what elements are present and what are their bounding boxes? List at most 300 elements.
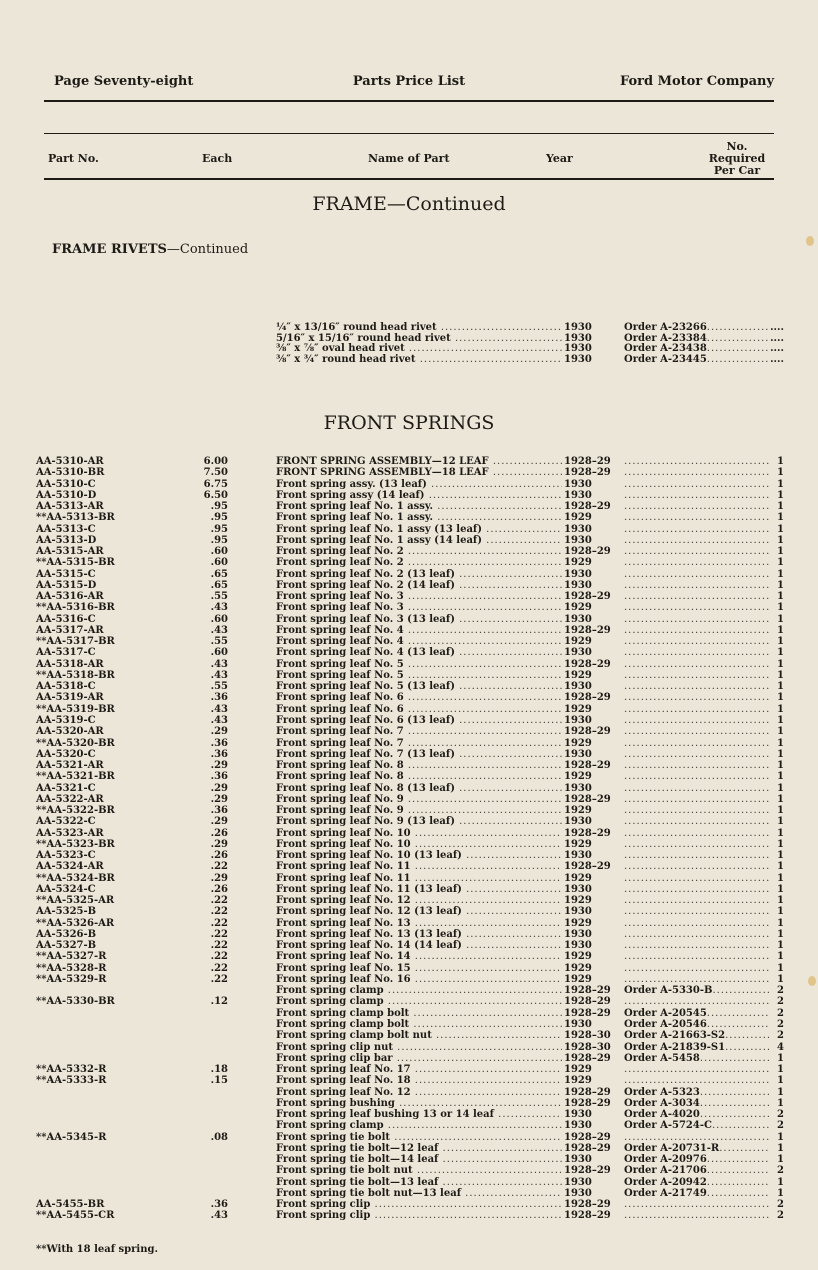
quantity-required-cell: 1 bbox=[770, 783, 784, 794]
quantity-required-cell: 1 bbox=[770, 501, 784, 512]
year-cell: 1930 bbox=[562, 333, 624, 344]
year-cell: 1930 bbox=[562, 1109, 624, 1120]
year-cell: 1929 bbox=[562, 951, 624, 962]
quantity-required-cell: 4 bbox=[770, 1042, 784, 1053]
front-spring-row bbox=[0, 1177, 818, 1188]
part-name-cell: Front spring clip nut ..... bbox=[276, 1042, 566, 1053]
order-reference-cell: Order A-23438 ..... bbox=[624, 343, 772, 354]
front-spring-row bbox=[0, 1030, 818, 1041]
price-each-cell: .43 bbox=[210, 669, 228, 681]
front-spring-row bbox=[0, 692, 818, 703]
year-cell: 1928–29 bbox=[562, 1053, 624, 1064]
front-spring-row bbox=[0, 1064, 818, 1075]
price-each-cell: .08 bbox=[210, 1131, 228, 1143]
front-spring-row bbox=[0, 1188, 818, 1199]
front-spring-row bbox=[0, 524, 818, 535]
part-number-cell: **AA-5326-AR bbox=[36, 917, 115, 929]
year-cell: 1929 bbox=[562, 873, 624, 884]
quantity-required-cell: 1 bbox=[770, 738, 784, 749]
part-name-cell: Front spring leaf No. 9 (13 leaf) ..... bbox=[276, 816, 566, 827]
part-number-cell: **AA-5324-BR bbox=[36, 872, 115, 884]
price-each-cell: .29 bbox=[210, 726, 228, 738]
price-each-cell: .29 bbox=[210, 782, 228, 794]
part-number-cell: AA-5320-AR bbox=[36, 726, 104, 738]
front-spring-row bbox=[0, 1132, 818, 1143]
part-number-cell: AA-5323-AR bbox=[36, 827, 104, 839]
front-spring-row bbox=[0, 884, 818, 895]
part-name-cell: Front spring leaf No. 8 ..... bbox=[276, 760, 566, 771]
front-spring-row bbox=[0, 1075, 818, 1086]
part-number-cell: AA-5325-B bbox=[36, 906, 97, 918]
quantity-required-cell: 1 bbox=[770, 794, 784, 805]
front-spring-row bbox=[0, 1098, 818, 1109]
part-name-cell: Front spring clamp bolt ..... bbox=[276, 1008, 566, 1019]
year-cell: 1929 bbox=[562, 895, 624, 906]
part-name-cell: Front spring leaf No. 8 ..... bbox=[276, 771, 566, 782]
part-name-cell: Front spring leaf No. 12 ..... bbox=[276, 895, 566, 906]
column-header-top-rule bbox=[44, 133, 774, 134]
front-spring-row bbox=[0, 501, 818, 512]
quantity-required-cell: 2 bbox=[770, 1210, 784, 1221]
front-spring-row bbox=[0, 636, 818, 647]
order-reference-cell bbox=[624, 647, 772, 658]
part-number-cell: AA-5319-C bbox=[36, 714, 96, 726]
frame-section-title: FRAME—Continued bbox=[312, 193, 506, 215]
front-spring-row bbox=[0, 749, 818, 760]
order-reference-cell bbox=[624, 625, 772, 636]
order-reference-cell: Order A-21706 ..... bbox=[624, 1165, 772, 1176]
year-cell: 1928–29 bbox=[562, 692, 624, 703]
frame-rivets-subheading bbox=[52, 242, 248, 257]
year-cell: 1928–29 bbox=[562, 501, 624, 512]
year-cell: 1928–29 bbox=[562, 1008, 624, 1019]
quantity-required-cell: 1 bbox=[770, 1053, 784, 1064]
order-reference-cell bbox=[624, 490, 772, 501]
part-number-cell: **AA-5317-BR bbox=[36, 636, 115, 648]
part-number-cell: AA-5321-C bbox=[36, 782, 96, 794]
price-each-cell: .43 bbox=[210, 714, 228, 726]
part-name-cell: Front spring leaf No. 9 ..... bbox=[276, 794, 566, 805]
part-number-cell: AA-5323-C bbox=[36, 850, 96, 862]
front-spring-row bbox=[0, 625, 818, 636]
part-number-cell: **AA-5313-BR bbox=[36, 512, 115, 524]
part-number-cell: AA-5310-C bbox=[36, 478, 96, 490]
front-spring-row bbox=[0, 794, 818, 805]
part-name-cell: Front spring tie bolt—13 leaf ..... bbox=[276, 1177, 566, 1188]
part-number-cell: AA-5317-AR bbox=[36, 624, 104, 636]
quantity-required-cell: 2 bbox=[770, 1165, 784, 1176]
part-name-cell: Front spring leaf No. 2 (14 leaf) ..... bbox=[276, 580, 566, 591]
year-cell: 1930 bbox=[562, 1177, 624, 1188]
front-spring-row bbox=[0, 1109, 818, 1120]
price-each-cell: .22 bbox=[210, 928, 228, 940]
front-spring-row bbox=[0, 929, 818, 940]
part-name-cell: Front spring leaf No. 14 ..... bbox=[276, 951, 566, 962]
year-cell: 1930 bbox=[562, 479, 624, 490]
year-cell: 1930 bbox=[562, 535, 624, 546]
quantity-required-cell: 1 bbox=[770, 1087, 784, 1098]
price-each-cell: .60 bbox=[210, 613, 228, 625]
order-reference-cell: Order A-5458 ..... bbox=[624, 1053, 772, 1064]
price-each-cell: .43 bbox=[210, 1210, 228, 1222]
price-each-cell: .29 bbox=[210, 760, 228, 772]
order-reference-cell bbox=[624, 963, 772, 974]
price-each-cell: .18 bbox=[210, 1064, 228, 1076]
order-reference-cell bbox=[624, 546, 772, 557]
quantity-required-cell: .... bbox=[770, 322, 784, 333]
part-number-cell: **AA-5327-R bbox=[36, 951, 107, 963]
part-name-cell: Front spring assy (14 leaf) ..... bbox=[276, 490, 566, 501]
price-each-cell: .43 bbox=[210, 602, 228, 614]
part-number-cell: AA-5316-C bbox=[36, 613, 96, 625]
order-reference-cell bbox=[624, 873, 772, 884]
quantity-required-cell: 2 bbox=[770, 1199, 784, 1210]
page-number-heading: Page Seventy-eight bbox=[54, 74, 194, 89]
order-reference-cell bbox=[624, 996, 772, 1007]
quantity-required-cell: 1 bbox=[770, 715, 784, 726]
year-cell: 1928–29 bbox=[562, 861, 624, 872]
year-cell: 1929 bbox=[562, 839, 624, 850]
part-number-cell: AA-5455-BR bbox=[36, 1199, 105, 1211]
part-name-cell: Front spring leaf No. 16 ..... bbox=[276, 974, 566, 985]
part-number-cell: **AA-5316-BR bbox=[36, 602, 115, 614]
part-name-cell: Front spring leaf No. 2 (13 leaf) ..... bbox=[276, 569, 566, 580]
quantity-required-cell: .... bbox=[770, 332, 784, 344]
year-cell: 1928–29 bbox=[562, 794, 624, 805]
year-cell: 1930 bbox=[562, 1019, 624, 1030]
order-reference-cell bbox=[624, 456, 772, 467]
order-reference-cell bbox=[624, 659, 772, 670]
order-reference-cell bbox=[624, 1132, 772, 1143]
front-spring-row bbox=[0, 805, 818, 816]
part-number-cell: **AA-5455-CR bbox=[36, 1210, 115, 1222]
part-number-cell: AA-5313-D bbox=[36, 534, 97, 546]
order-reference-cell bbox=[624, 681, 772, 692]
part-number-cell: AA-5321-AR bbox=[36, 760, 104, 772]
quantity-required-cell: .... bbox=[770, 353, 784, 365]
part-name-cell: Front spring tie bolt—12 leaf ..... bbox=[276, 1143, 566, 1154]
front-spring-row bbox=[0, 647, 818, 658]
quantity-required-cell: 2 bbox=[770, 1019, 784, 1030]
front-spring-row bbox=[0, 1199, 818, 1210]
price-each-cell: .29 bbox=[210, 872, 228, 884]
part-name-cell: ¼″ x 13/16″ round head rivet ..... bbox=[276, 322, 566, 333]
year-cell: 1928–30 bbox=[562, 1030, 624, 1041]
year-cell: 1928–29 bbox=[562, 1098, 624, 1109]
year-cell: 1928–29 bbox=[562, 591, 624, 602]
part-number-cell: **AA-5322-BR bbox=[36, 805, 115, 817]
front-spring-row bbox=[0, 456, 818, 467]
order-reference-cell bbox=[624, 794, 772, 805]
order-reference-cell bbox=[624, 1199, 772, 1210]
part-name-cell: Front spring leaf No. 1 assy (13 leaf) ..... bbox=[276, 524, 566, 535]
price-each-cell: 6.00 bbox=[203, 456, 228, 467]
part-name-cell: 5/16″ x 15/16″ round head rivet ..... bbox=[276, 333, 566, 344]
front-spring-row bbox=[0, 1165, 818, 1176]
order-reference-cell bbox=[624, 692, 772, 703]
order-reference-cell: Order A-5330-B ..... bbox=[624, 985, 772, 996]
front-spring-row bbox=[0, 906, 818, 917]
year-cell: 1929 bbox=[562, 557, 624, 568]
price-each-cell: .60 bbox=[210, 647, 228, 659]
part-name-cell: Front spring clamp ..... bbox=[276, 1120, 566, 1131]
quantity-required-cell: .... bbox=[770, 343, 784, 354]
quantity-required-cell: 1 bbox=[770, 1143, 784, 1154]
part-number-cell: **AA-5318-BR bbox=[36, 669, 115, 681]
year-cell: 1928–29 bbox=[562, 1165, 624, 1176]
year-cell: 1928–29 bbox=[562, 726, 624, 737]
part-name-cell: Front spring leaf No. 6 ..... bbox=[276, 692, 566, 703]
price-each-cell: .22 bbox=[210, 940, 228, 952]
quantity-required-cell: 1 bbox=[770, 771, 784, 782]
part-number-cell: **AA-5330-BR bbox=[36, 996, 115, 1008]
quantity-required-cell: 1 bbox=[770, 873, 784, 884]
part-name-cell: Front spring leaf No. 12 (13 leaf) ..... bbox=[276, 906, 566, 917]
price-each-cell: .22 bbox=[210, 861, 228, 873]
order-reference-cell: Order A-21839-S1 ..... bbox=[624, 1042, 772, 1053]
quantity-required-cell: 1 bbox=[770, 704, 784, 715]
part-name-cell: Front spring leaf No. 5 ..... bbox=[276, 659, 566, 670]
year-cell: 1928–29 bbox=[562, 760, 624, 771]
year-cell: 1929 bbox=[562, 974, 624, 985]
order-reference-cell: Order A-21663-S2 ..... bbox=[624, 1030, 772, 1041]
price-each-cell: 7.50 bbox=[203, 467, 228, 479]
price-each-cell: .65 bbox=[210, 579, 228, 591]
order-reference-cell bbox=[624, 557, 772, 568]
part-number-cell: AA-5316-AR bbox=[36, 591, 104, 603]
order-reference-cell bbox=[624, 771, 772, 782]
quantity-required-cell: 1 bbox=[770, 805, 784, 816]
part-name-cell: Front spring leaf No. 10 ..... bbox=[276, 828, 566, 839]
part-name-cell: Front spring leaf No. 11 (13 leaf) ..... bbox=[276, 884, 566, 895]
order-reference-cell bbox=[624, 828, 772, 839]
part-number-cell: AA-5322-AR bbox=[36, 793, 104, 805]
part-number-cell: AA-5310-AR bbox=[36, 456, 104, 467]
part-number-cell: **AA-5323-BR bbox=[36, 838, 115, 850]
part-name-cell: Front spring leaf No. 4 (13 leaf) ..... bbox=[276, 647, 566, 658]
year-cell: 1930 bbox=[562, 749, 624, 760]
quantity-required-cell: 1 bbox=[770, 1188, 784, 1199]
order-reference-cell bbox=[624, 636, 772, 647]
quantity-required-cell: 2 bbox=[770, 985, 784, 996]
price-each-cell: .36 bbox=[210, 692, 228, 704]
year-cell: 1930 bbox=[562, 524, 624, 535]
part-number-cell: **AA-5328-R bbox=[36, 962, 107, 974]
part-name-cell: Front spring clamp ..... bbox=[276, 985, 566, 996]
order-reference-cell bbox=[624, 591, 772, 602]
year-cell: 1929 bbox=[562, 512, 624, 523]
frame-rivet-row bbox=[0, 333, 818, 344]
front-spring-row bbox=[0, 512, 818, 523]
part-name-cell: Front spring leaf No. 6 ..... bbox=[276, 704, 566, 715]
year-cell: 1930 bbox=[562, 681, 624, 692]
front-spring-row bbox=[0, 602, 818, 613]
front-spring-row bbox=[0, 895, 818, 906]
part-number-cell: **AA-5325-AR bbox=[36, 895, 115, 907]
quantity-required-cell: 2 bbox=[770, 1030, 784, 1041]
order-reference-cell: Order A-20942 ..... bbox=[624, 1177, 772, 1188]
part-number-cell: **AA-5329-R bbox=[36, 973, 107, 985]
price-each-cell: .36 bbox=[210, 748, 228, 760]
part-name-cell: Front spring leaf No. 12 ..... bbox=[276, 1087, 566, 1098]
year-cell: 1930 bbox=[562, 816, 624, 827]
front-spring-row bbox=[0, 760, 818, 771]
order-reference-cell: Order A-23384 ..... bbox=[624, 333, 772, 344]
price-each-cell: .29 bbox=[210, 838, 228, 850]
price-each-cell: .55 bbox=[210, 636, 228, 648]
quantity-required-cell: 1 bbox=[770, 760, 784, 771]
front-spring-row bbox=[0, 681, 818, 692]
part-name-cell: Front spring leaf bushing 13 or 14 leaf ..... bbox=[276, 1109, 566, 1120]
front-spring-row bbox=[0, 659, 818, 670]
order-reference-cell bbox=[624, 749, 772, 760]
front-spring-row bbox=[0, 783, 818, 794]
quantity-required-cell: 1 bbox=[770, 929, 784, 940]
part-name-cell: Front spring leaf No. 1 assy. ..... bbox=[276, 512, 566, 523]
part-name-cell: Front spring leaf No. 11 ..... bbox=[276, 861, 566, 872]
quantity-required-cell: 1 bbox=[770, 569, 784, 580]
quantity-required-cell: 1 bbox=[770, 828, 784, 839]
part-name-cell: Front spring leaf No. 18 ..... bbox=[276, 1075, 566, 1086]
year-cell: 1930 bbox=[562, 647, 624, 658]
column-header-part-no: Part No. bbox=[48, 152, 99, 165]
footnote: **With 18 leaf spring. bbox=[36, 1244, 158, 1255]
year-cell: 1929 bbox=[562, 771, 624, 782]
front-spring-row bbox=[0, 490, 818, 501]
quantity-required-cell: 1 bbox=[770, 816, 784, 827]
order-reference-cell bbox=[624, 760, 772, 771]
part-name-cell: Front spring leaf No. 3 ..... bbox=[276, 602, 566, 613]
part-name-cell: Front spring leaf No. 14 (14 leaf) ..... bbox=[276, 940, 566, 951]
order-reference-cell: Order A-23445 ..... bbox=[624, 354, 772, 365]
order-reference-cell: Order A-4020 ..... bbox=[624, 1109, 772, 1120]
part-number-cell: AA-5310-D bbox=[36, 489, 97, 501]
part-name-cell: Front spring clip bar ..... bbox=[276, 1053, 566, 1064]
front-spring-row bbox=[0, 1008, 818, 1019]
part-name-cell: Front spring leaf No. 9 ..... bbox=[276, 805, 566, 816]
part-name-cell: Front spring leaf No. 6 (13 leaf) ..... bbox=[276, 715, 566, 726]
year-cell: 1930 bbox=[562, 1154, 624, 1165]
year-cell: 1928–29 bbox=[562, 996, 624, 1007]
part-name-cell: Front spring leaf No. 4 ..... bbox=[276, 625, 566, 636]
year-cell: 1929 bbox=[562, 918, 624, 929]
part-name-cell: Front spring leaf No. 4 ..... bbox=[276, 636, 566, 647]
front-spring-row bbox=[0, 861, 818, 872]
part-number-cell: AA-5315-AR bbox=[36, 546, 104, 558]
order-reference-cell: Order A-3034 ..... bbox=[624, 1098, 772, 1109]
part-number-cell: AA-5313-AR bbox=[36, 501, 104, 513]
order-reference-cell: Order A-20546 ..... bbox=[624, 1019, 772, 1030]
front-spring-row bbox=[0, 591, 818, 602]
part-name-cell: Front spring clamp ..... bbox=[276, 996, 566, 1007]
order-reference-cell bbox=[624, 467, 772, 478]
quantity-required-cell: 1 bbox=[770, 647, 784, 658]
price-each-cell: .22 bbox=[210, 906, 228, 918]
order-reference-cell bbox=[624, 816, 772, 827]
quantity-required-cell: 1 bbox=[770, 535, 784, 546]
part-number-cell: AA-5318-C bbox=[36, 681, 96, 693]
front-spring-row bbox=[0, 828, 818, 839]
year-cell: 1930 bbox=[562, 929, 624, 940]
part-number-cell: AA-5318-AR bbox=[36, 658, 104, 670]
quantity-required-cell: 1 bbox=[770, 614, 784, 625]
part-name-cell: Front spring leaf No. 1 assy (14 leaf) ..... bbox=[276, 535, 566, 546]
order-reference-cell bbox=[624, 1075, 772, 1086]
price-each-cell: .22 bbox=[210, 962, 228, 974]
year-cell: 1930 bbox=[562, 614, 624, 625]
year-cell: 1930 bbox=[562, 884, 624, 895]
order-reference-cell: Order A-23266 ..... bbox=[624, 322, 772, 333]
year-cell: 1928–29 bbox=[562, 625, 624, 636]
price-each-cell: .95 bbox=[210, 501, 228, 513]
part-name-cell: Front spring clamp bolt ..... bbox=[276, 1019, 566, 1030]
front-spring-row bbox=[0, 951, 818, 962]
part-name-cell: Front spring tie bolt ..... bbox=[276, 1132, 566, 1143]
year-cell: 1928–29 bbox=[562, 467, 624, 478]
part-number-cell: AA-5310-BR bbox=[36, 467, 105, 479]
frame-rivets-continued: —Continued bbox=[166, 242, 249, 257]
part-name-cell: Front spring leaf No. 3 (13 leaf) ..... bbox=[276, 614, 566, 625]
quantity-required-cell: 1 bbox=[770, 974, 784, 985]
column-header-year: Year bbox=[546, 152, 573, 165]
year-cell: 1928–29 bbox=[562, 1087, 624, 1098]
part-name-cell: Front spring tie bolt—14 leaf ..... bbox=[276, 1154, 566, 1165]
part-number-cell: **AA-5333-R bbox=[36, 1075, 107, 1087]
part-name-cell: Front spring leaf No. 17 ..... bbox=[276, 1064, 566, 1075]
quantity-required-cell: 1 bbox=[770, 580, 784, 591]
year-cell: 1929 bbox=[562, 963, 624, 974]
front-spring-row bbox=[0, 974, 818, 985]
quantity-required-cell: 1 bbox=[770, 1177, 784, 1188]
order-reference-cell bbox=[624, 1064, 772, 1075]
quantity-required-cell: 1 bbox=[770, 546, 784, 557]
year-cell: 1930 bbox=[562, 322, 624, 333]
year-cell: 1930 bbox=[562, 580, 624, 591]
price-each-cell: .26 bbox=[210, 827, 228, 839]
year-cell: 1928–29 bbox=[562, 828, 624, 839]
front-spring-row bbox=[0, 704, 818, 715]
front-spring-row bbox=[0, 715, 818, 726]
year-cell: 1929 bbox=[562, 1075, 624, 1086]
order-reference-cell bbox=[624, 512, 772, 523]
part-number-cell: **AA-5345-R bbox=[36, 1131, 107, 1143]
part-name-cell: Front spring leaf No. 10 ..... bbox=[276, 839, 566, 850]
year-cell: 1930 bbox=[562, 569, 624, 580]
price-each-cell: .55 bbox=[210, 681, 228, 693]
part-number-cell: AA-5315-D bbox=[36, 579, 97, 591]
front-spring-row bbox=[0, 985, 818, 996]
part-name-cell: Front spring leaf No. 7 ..... bbox=[276, 738, 566, 749]
order-reference-cell bbox=[624, 929, 772, 940]
front-spring-row bbox=[0, 996, 818, 1007]
quantity-required-cell: 1 bbox=[770, 963, 784, 974]
quantity-required-cell: 1 bbox=[770, 479, 784, 490]
part-number-cell: AA-5324-C bbox=[36, 883, 96, 895]
part-number-cell: **AA-5320-BR bbox=[36, 737, 115, 749]
price-each-cell: .60 bbox=[210, 546, 228, 558]
column-header-each: Each bbox=[202, 152, 233, 165]
part-name-cell: Front spring leaf No. 5 ..... bbox=[276, 670, 566, 681]
part-name-cell: ⅜″ x ⅞″ oval head rivet ..... bbox=[276, 343, 566, 354]
front-spring-row bbox=[0, 557, 818, 568]
front-spring-row bbox=[0, 963, 818, 974]
part-number-cell: **AA-5315-BR bbox=[36, 557, 115, 569]
front-spring-row bbox=[0, 535, 818, 546]
price-each-cell: .36 bbox=[210, 1199, 228, 1211]
front-spring-row bbox=[0, 1154, 818, 1165]
quantity-required-cell: 1 bbox=[770, 940, 784, 951]
part-number-cell: AA-5327-B bbox=[36, 940, 97, 952]
